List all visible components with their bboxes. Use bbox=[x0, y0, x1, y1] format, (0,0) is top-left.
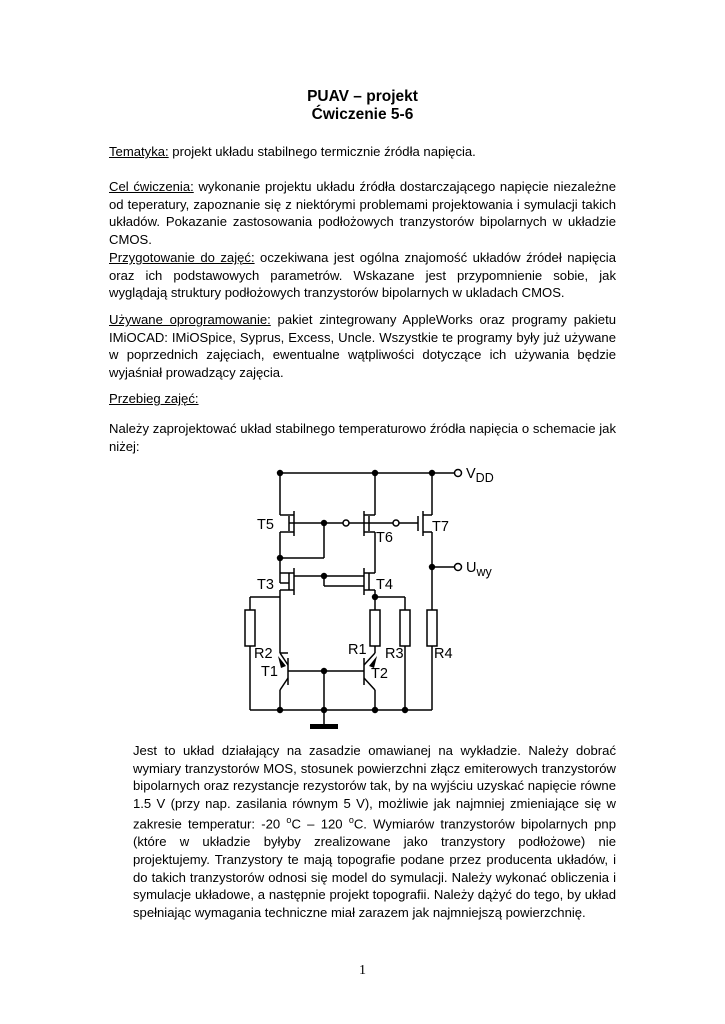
paragraph-body bbox=[133, 742, 616, 921]
degree-sign-2: o bbox=[348, 815, 354, 826]
title-line-2: Ćwiczenie 5-6 bbox=[311, 106, 414, 123]
paragraph-przygotowanie bbox=[109, 249, 616, 302]
label-cel: Cel ćwiczenia: bbox=[109, 179, 194, 194]
body-part-1: Jest to układ działający na zasadzie omawianej na wykładzie. Należy dobrać wymiary tranzystorów MOS, stosunek powierzchni złącz emiterowych tranzystorów bipolarnych oraz rezystancje rezystorów tak, by na wyjściu uzyskać napięcie równe 1.5 V (przy nap. zasilania równym 5 V), możliwie jak najmniej zmieniające się w zakresie temperatur: -20 bbox=[133, 743, 616, 832]
paragraph-przebieg bbox=[109, 390, 616, 408]
label-oprogramowanie: Używane oprogramowanie: bbox=[109, 312, 271, 327]
label-t4: T4 bbox=[376, 577, 393, 593]
degree-sign-1: o bbox=[286, 815, 292, 826]
label-tematyka: Tematyka: bbox=[109, 144, 169, 159]
text-tematyka: projekt układu stabilnego termicznie źródła napięcia. bbox=[168, 144, 476, 159]
text-przygotowanie: oczekiwana jest ogólna znajomość układów źródeł napięcia oraz ich podstawowych parametrów. Wskazane jest przypomnienie sobie, jak wyglądają struktury podłożowych tranzystorów bipolarnych w ukladach CMOS. bbox=[109, 250, 616, 301]
uwy-terminal bbox=[455, 564, 462, 571]
ground-symbol bbox=[310, 724, 338, 729]
page-number: 1 bbox=[359, 963, 366, 978]
label-t7: T7 bbox=[432, 519, 449, 535]
label-r1: R1 bbox=[348, 642, 367, 658]
paragraph-intro: Należy zaprojektować układ stabilnego temperaturowo źródła napięcia o schemacie jak niżej: bbox=[109, 421, 616, 454]
vdd-terminal bbox=[455, 470, 462, 477]
label-t2: T2 bbox=[371, 666, 388, 682]
body-part-2: C – 120 bbox=[291, 816, 349, 832]
text-cel: wykonanie projektu układu źródła dostarczającego napięcie niezależne od teperatury, zapoznanie się z niektórymi problemami projektowania i symulacji takich układów. Pokazanie zastosowania podłożowych tranzystorów bipolarnych w układzie CMOS. bbox=[109, 179, 617, 247]
body-part-3: C. Wymiarów tranzystorów bipolarnych pnp (które w układzie byłyby zrealizowane jako tranzystory podłożowe) nie projektujemy. Tranzystory te mają topografie podane przez producenta układów, i do takich tranzystorów odnosi się model do symulacji. Należy wykonać obliczenia i symulacje układowe, a następnie projekt topografii. Należy dążyć do tego, by układ spełniając wymagania techniczne miał zarazem jak najmniejszą powierzchnię. bbox=[133, 816, 616, 920]
label-t6: T6 bbox=[376, 530, 393, 546]
label-r3: R3 bbox=[385, 646, 404, 662]
title-line-1: PUAV – projekt bbox=[307, 88, 418, 105]
circuit-schematic bbox=[230, 460, 520, 735]
label-t5: T5 bbox=[257, 517, 274, 533]
vdd-label: VDD bbox=[466, 466, 494, 485]
text-oprogramowanie: pakiet zintegrowany AppleWorks oraz programy pakietu IMiOCAD: IMiOSpice, Syprus, Excess, Uncle. Wszystkie te programy były już używane w poprzednich zajęciach, ewentualne wątpliwości dotyczące ich używania będzie wyjaśniał prowadzący zajęcia. bbox=[109, 312, 616, 380]
paragraph-oprogramowanie bbox=[109, 311, 616, 381]
label-przebieg: Przebieg zajęć: bbox=[109, 391, 199, 406]
label-t1: T1 bbox=[261, 664, 278, 680]
paragraph-cel bbox=[109, 178, 616, 248]
label-r2: R2 bbox=[254, 646, 273, 662]
label-przygotowanie: Przygotowanie do zajęć: bbox=[109, 250, 255, 265]
label-r4: R4 bbox=[434, 646, 453, 662]
paragraph-tematyka bbox=[109, 143, 616, 161]
label-t3: T3 bbox=[257, 577, 274, 593]
uwy-label: Uwy bbox=[466, 560, 492, 579]
